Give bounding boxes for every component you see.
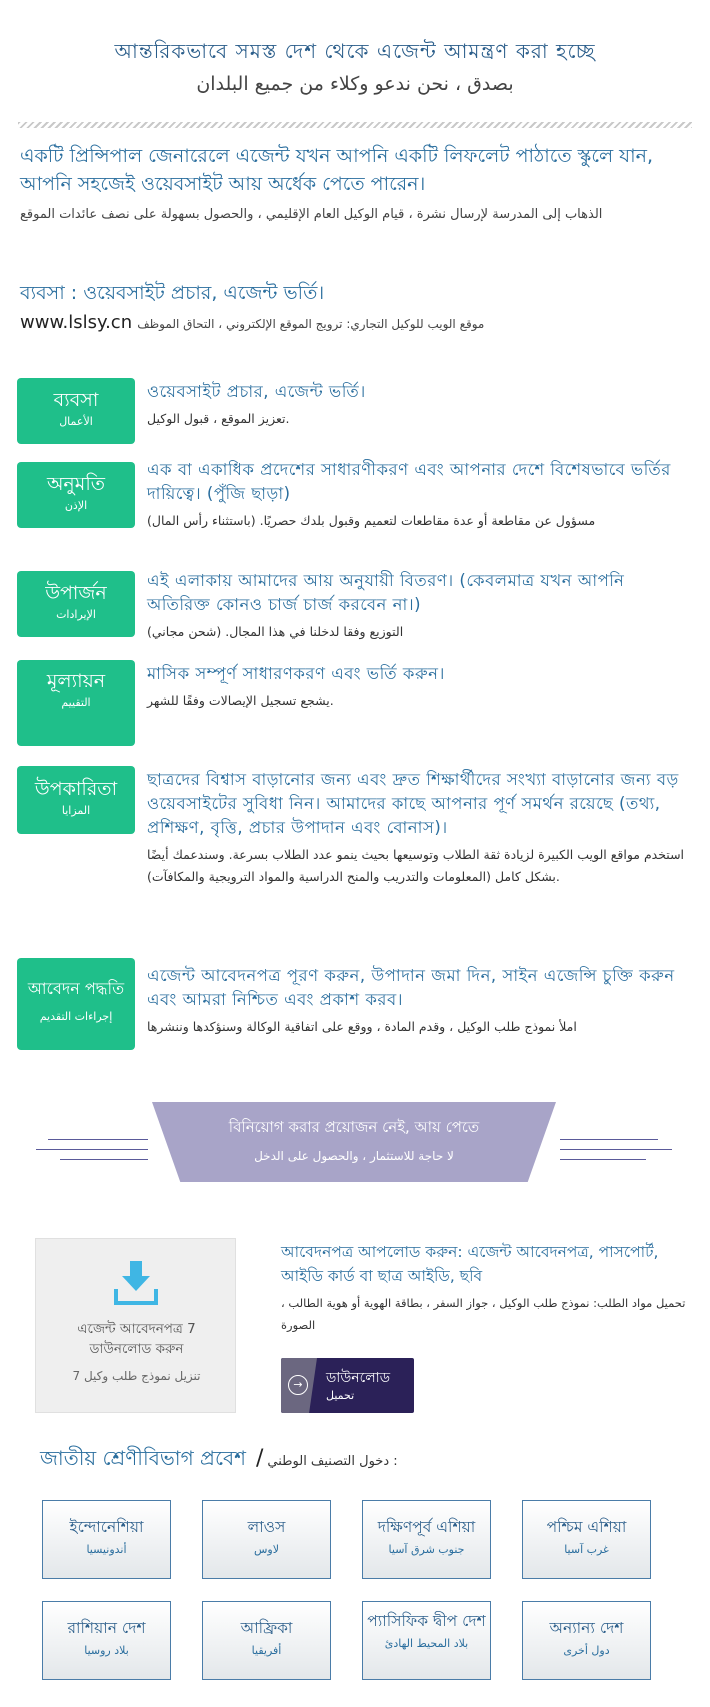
- region-other-countries[interactable]: [522, 1601, 651, 1680]
- download-form-label: এজেন্ট আবেদনপত্র 7 ডাউনলোড করুন: [77, 1321, 196, 1357]
- region-indonesia[interactable]: [42, 1500, 171, 1579]
- row-arabic: مسؤول عن مقاطعة أو عدة مقاطعات لتعميم وقبول بلدك حصريًا. (باستثناء رأس المال): [147, 513, 596, 528]
- badge-evaluation: [17, 660, 135, 746]
- badge-permission: [17, 462, 135, 528]
- row-arabic: التوزيع وفقا لدخلنا في هذا المجال. (شحن مجاني): [147, 624, 404, 639]
- region-southeast-asia[interactable]: [362, 1500, 491, 1579]
- region-west-asia[interactable]: [522, 1500, 651, 1579]
- row-arabic: املأ نموذج طلب الوكيل ، وقدم المادة ، ووقع على اتفاقية الوكالة وسنؤكدها وننشرها: [147, 1019, 577, 1034]
- row-bengali: এজেন্ট আবেদনপত্র পূরণ করুন, উপাদান জমা দিন, সাইন এজেন্সি চুক্তি করুন এবং আমরা নিশ্চিত এবং প্রকাশ করব।: [147, 966, 675, 1009]
- region-name: পশ্চিম এশিয়া: [546, 1518, 627, 1536]
- download-button[interactable]: [281, 1358, 414, 1413]
- hatched-divider: [18, 122, 692, 128]
- row-bengali: এই এলাকায় আমাদের আয় অনুযায়ী বিতরণ। (কেবলমাত্র যখন আপনি অতিরিক্ত কোনও চার্জ চার্জ করবেন না।): [147, 571, 625, 614]
- region-name: ইন্দোনেশিয়া: [69, 1518, 144, 1536]
- badge-sublabel: الأعمال: [59, 415, 93, 428]
- badge-label: উপার্জন: [45, 582, 107, 604]
- badge-application: [17, 958, 135, 1050]
- badge-earnings: [17, 571, 135, 637]
- badge-sublabel: إجراءات التقديم: [39, 1010, 113, 1023]
- region-africa[interactable]: [202, 1601, 331, 1680]
- region-name: প্যাসিফিক দ্বীপ দেশ: [367, 1612, 486, 1630]
- row-bengali: মাসিক সম্পূর্ণ সাধারণকরণ এবং ভর্তি করুন।: [147, 664, 445, 683]
- region-name: লাওস: [247, 1518, 286, 1536]
- region-name: অন্যান্য দেশ: [549, 1619, 624, 1637]
- badge-label: আবেদন পদ্ধতি: [27, 979, 125, 998]
- badge-sublabel: الإذن: [64, 499, 88, 512]
- download-form-card[interactable]: [35, 1238, 236, 1413]
- region-name: দক্ষিণপূর্ব এশিয়া: [377, 1518, 476, 1536]
- cta-sub-text: لا حاجة للاستثمار ، والحصول على الدخل: [254, 1149, 454, 1163]
- region-heading-arabic: دخول التصنيف الوطني :: [267, 1454, 398, 1469]
- region-pacific-islands[interactable]: [362, 1601, 491, 1680]
- arrow-right-circle-icon: →: [288, 1375, 308, 1395]
- region-sub: لاوس: [253, 1543, 279, 1556]
- hero-title: আন্তরিকভাবে সমস্ত দেশ থেকে এজেন্ট আমন্ত্রণ করা হচ্ছে: [114, 39, 596, 63]
- badge-sublabel: التقييم: [61, 696, 91, 709]
- intro-arabic: الذهاب إلى المدرسة لإرسال نشرة ، قيام الوكيل العام الإقليمي ، والحصول بسهولة على نصف عائدات الموقع: [20, 207, 603, 222]
- hero: [0, 36, 710, 100]
- cta-line: [560, 1139, 658, 1140]
- badge-business: [17, 378, 135, 444]
- badge-label: অনুমতি: [46, 473, 106, 495]
- badge-label: ব্যবসা: [53, 389, 99, 411]
- business-arabic: موقع الويب للوكيل التجاري: ترويج الموقع الإلكتروني ، التحاق الموظف: [137, 317, 485, 331]
- upload-info-bengali: আবেদনপত্র আপলোড করুন: এজেন্ট আবেদনপত্র, পাসপোর্ট, আইডি কার্ড বা ছাত্র আইডি, ছবি: [281, 1243, 659, 1285]
- business-section: [20, 278, 690, 337]
- region-heading-bengali: জাতীয় শ্রেণীবিভাগ প্রবেশ: [40, 1446, 246, 1470]
- row-arabic: تعزيز الموقع ، قبول الوكيل.: [147, 411, 290, 426]
- row-bengali: ওয়েবসাইট প্রচার, এজেন্ট ভর্তি।: [147, 382, 366, 401]
- region-sub: أفريقيا: [251, 1644, 282, 1657]
- download-tray-icon: [114, 1261, 158, 1307]
- badge-label: উপকারিতা: [34, 778, 118, 800]
- badge-sublabel: المزايا: [61, 804, 91, 817]
- intro-bengali: একটি প্রিন্সিপাল জেনারেলে এজেন্ট যখন আপনি একটি লিফলেট পাঠাতে স্কুলে যান, আপনি সহজেই ওয়েবসাইট আয় অর্ধেক পেতে পারেন।: [20, 145, 653, 195]
- cta-line: [560, 1159, 646, 1160]
- cta-line: [60, 1159, 148, 1160]
- row-arabic: استخدم مواقع الويب الكبيرة لزيادة ثقة الطلاب وتوسيعها بحيث ينمو عدد الطلاب بسرعة. وسندعمك أيضًا بشكل كامل (المعلومات والتدريب والمنح الدراسية والمواد الترويجية والمكافآت).: [147, 847, 685, 884]
- region-sub: دول أخرى: [563, 1644, 610, 1657]
- download-button-label: ডাউনলোড: [326, 1370, 391, 1386]
- region-heading: [40, 1444, 680, 1477]
- business-title: ব্যবসা : ওয়েবসাইট প্রচার, এজেন্ট ভর্তি।: [20, 282, 325, 304]
- region-sub: جنوب شرق آسيا: [388, 1543, 465, 1556]
- hero-subtitle: بصدق ، نحن ندعو وكلاء من جميع البلدان: [196, 73, 514, 95]
- row-bengali: এক বা একাধিক প্রদেশের সাধারণীকরণ এবং আপনার দেশে বিশেষভাবে ভর্তির দায়িত্বে। (পুঁজি ছাড়া): [147, 460, 671, 503]
- region-russia[interactable]: [42, 1601, 171, 1680]
- intro-section: [20, 142, 690, 226]
- cta-line: [48, 1139, 148, 1140]
- region-sub: بلاد روسيا: [84, 1644, 129, 1657]
- cta-banner: [0, 1102, 710, 1182]
- cta-line: [36, 1149, 148, 1150]
- row-bengali: ছাত্রদের বিশ্বাস বাড়ানোর জন্য এবং দ্রুত শিক্ষার্থীদের সংখ্যা বাড়ানোর জন্য বড় ওয়েবসাইটের সুবিধা নিন। আমাদের কাছে আপনার পূর্ণ সমর্থন রয়েছে (তথ্য, প্রশিক্ষণ, বৃত্তি, প্রচার উপাদান এবং বোনাস)।: [147, 770, 679, 837]
- cta-line: [560, 1149, 672, 1150]
- region-name: আফ্রিকা: [240, 1619, 293, 1637]
- badge-label: মূল্যায়ন: [46, 670, 106, 692]
- row-arabic: يشجع تسجيل الإيصالات وفقًا للشهر.: [147, 693, 334, 708]
- upload-info: [281, 1240, 691, 1336]
- region-sub: أندونيسيا: [86, 1543, 127, 1556]
- download-button-sublabel: تحميل: [326, 1389, 355, 1402]
- cta-main-text: বিনিয়োগ করার প্রয়োজন নেই, আয় পেতে: [228, 1118, 480, 1136]
- download-form-sublabel: تنزيل نموذج طلب وكيل 7: [72, 1369, 201, 1383]
- region-sub: غرب آسيا: [564, 1543, 609, 1556]
- upload-info-arabic: تحميل مواد الطلب: نموذج طلب الوكيل ، جواز السفر ، بطاقة الهوية أو هوية الطالب ، الصورة: [281, 1296, 686, 1332]
- region-laos[interactable]: [202, 1500, 331, 1579]
- region-name: রাশিয়ান দেশ: [67, 1619, 146, 1637]
- region-sub: بلاد المحيط الهادئ: [384, 1637, 469, 1650]
- website-link[interactable]: www.lslsy.cn: [20, 312, 133, 333]
- badge-sublabel: الإيرادات: [56, 608, 96, 621]
- cta-trapezoid: [152, 1102, 556, 1182]
- badge-benefits: [17, 766, 135, 834]
- region-heading-slash: /: [255, 1446, 264, 1471]
